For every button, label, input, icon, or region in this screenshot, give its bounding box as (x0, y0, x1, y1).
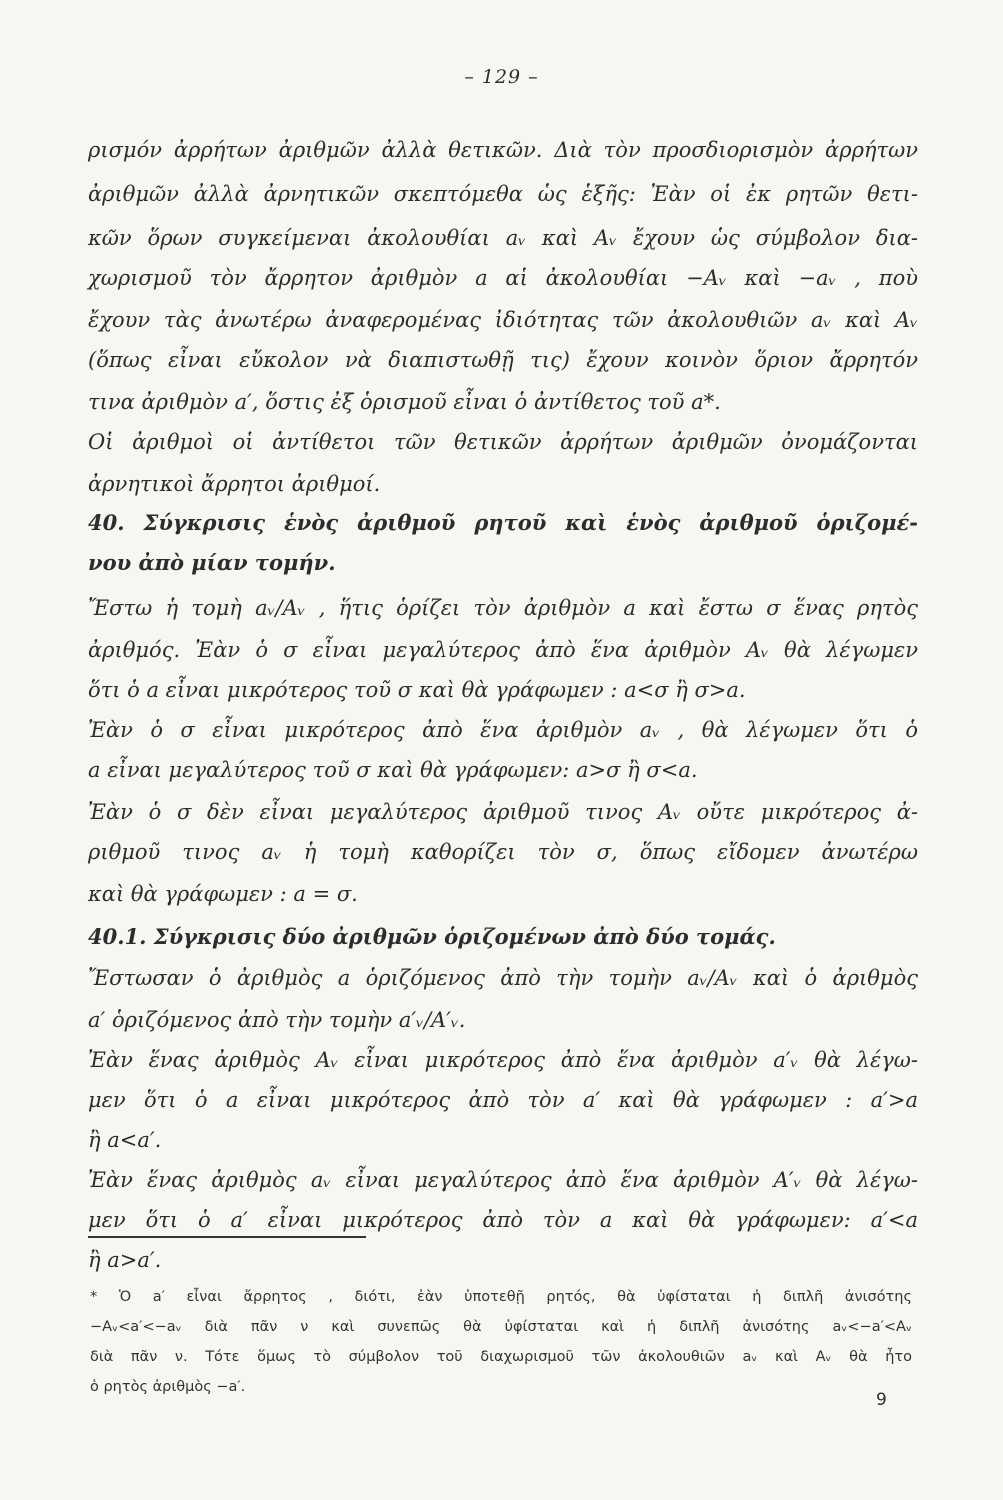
text-line: Ἔστωσαν ὁ ἀριθμὸς a ὁριζόμενος ἀπὸ τὴν τομὴν aᵥ/Aᵥ καὶ ὁ ἀριθμὸς (88, 966, 918, 990)
section-heading: νου ἀπὸ μίαν τομήν. (88, 550, 336, 575)
footnote-line: ὁ ρητὸς ἀριθμὸς −a′. (90, 1379, 246, 1395)
signature-mark: 9 (876, 1390, 887, 1410)
page-number: – 129 – (464, 66, 539, 88)
text-line: Ἔστω ἡ τομὴ aᵥ/Aᵥ , ἥτις ὁρίζει τὸν ἀριθμὸν a καὶ ἔστω σ ἕνας ρητὸς (88, 596, 918, 620)
text-line: τινα ἀριθμὸν a′, ὅστις ἐξ ὁρισμοῦ εἶναι ὁ ἀντίθετος τοῦ a*. (88, 390, 721, 414)
text-line: καὶ θὰ γράφωμεν : a = σ. (88, 882, 358, 906)
text-line: μεν ὅτι ὁ a′ εἶναι μικρότερος ἀπὸ τὸν a καὶ θὰ γράφωμεν: a′<a (88, 1208, 918, 1232)
section-heading: 40.1. Σύγκρισις δύο ἀριθμῶν ὁριζομένων ἀπὸ δύο τομάς. (88, 924, 776, 949)
text-line: ἢ a<a′. (88, 1128, 162, 1152)
text-line: ρισμόν ἀρρήτων ἀριθμῶν ἀλλὰ θετικῶν. Διὰ τὸν προσδιορισμὸν ἀρρήτων (88, 138, 918, 162)
section-heading: 40. Σύγκρισις ἑνὸς ἀριθμοῦ ρητοῦ καὶ ἑνὸς ἀριθμοῦ ὁριζομέ- (88, 510, 918, 535)
text-line: ἢ a>a′. (88, 1248, 162, 1272)
text-line: ριθμοῦ τινος aᵥ ἡ τομὴ καθορίζει τὸν σ, ὅπως εἴδομεν ἀνωτέρω (88, 840, 918, 864)
text-line: Ἐὰν ὁ σ δὲν εἶναι μεγαλύτερος ἀριθμοῦ τινος Aᵥ οὔτε μικρότερος ἀ- (88, 800, 918, 824)
text-line: ἀριθμός. Ἐὰν ὁ σ εἶναι μεγαλύτερος ἀπὸ ἕνα ἀριθμὸν Aᵥ θὰ λέγωμεν (88, 638, 918, 662)
text-line: Ἐὰν ἕνας ἀριθμὸς aᵥ εἶναι μεγαλύτερος ἀπὸ ἕνα ἀριθμὸν A′ᵥ θὰ λέγω- (88, 1168, 918, 1192)
text-line: ἔχουν τὰς ἀνωτέρω ἀναφερομένας ἰδιότητας τῶν ἀκολουθιῶν aᵥ καὶ Aᵥ (88, 308, 918, 332)
text-line: ἀρνητικοὶ ἄρρητοι ἀριθμοί. (88, 472, 381, 496)
text-line: μεν ὅτι ὁ a εἶναι μικρότερος ἀπὸ τὸν a′ καὶ θὰ γράφωμεν : a′>a (88, 1088, 918, 1112)
footnote-line: διὰ πᾶν ν. Τότε ὅμως τὸ σύμβολον τοῦ διαχωρισμοῦ τῶν ἀκολουθιῶν aᵥ καὶ Aᵥ θὰ ἦτο (90, 1349, 912, 1365)
footnote-divider (88, 1236, 366, 1238)
text-line: Οἱ ἀριθμοὶ οἱ ἀντίθετοι τῶν θετικῶν ἀρρήτων ἀριθμῶν ὀνομάζονται (88, 430, 918, 454)
text-line: ὅτι ὁ a εἶναι μικρότερος τοῦ σ καὶ θὰ γράφωμεν : a<σ ἢ σ>a. (88, 678, 746, 702)
text-line: a εἶναι μεγαλύτερος τοῦ σ καὶ θὰ γράφωμεν: a>σ ἢ σ<a. (88, 758, 698, 782)
text-line: a′ ὁριζόμενος ἀπὸ τὴν τομὴν a′ᵥ/A′ᵥ. (88, 1008, 466, 1032)
text-line: (ὅπως εἶναι εὔκολον νὰ διαπιστωθῇ τις) ἔχουν κοινὸν ὅριον ἄρρητόν (88, 348, 918, 372)
text-line: χωρισμοῦ τὸν ἄρρητον ἀριθμὸν a αἱ ἀκολουθίαι −Aᵥ καὶ −aᵥ , ποὺ (88, 266, 918, 290)
text-line: Ἐὰν ὁ σ εἶναι μικρότερος ἀπὸ ἕνα ἀριθμὸν aᵥ , θὰ λέγωμεν ὅτι ὁ (88, 718, 918, 742)
text-line: κῶν ὅρων συγκείμεναι ἀκολουθίαι aᵥ καὶ Aᵥ ἔχουν ὡς σύμβολον δια- (88, 226, 918, 250)
footnote-line: * Ὁ a′ εἶναι ἄρρητος , διότι, ἐὰν ὑποτεθῇ ρητός, θὰ ὑφίσταται ἡ διπλῆ ἀνισότης (90, 1289, 912, 1305)
text-line: Ἐὰν ἕνας ἀριθμὸς Aᵥ εἶναι μικρότερος ἀπὸ ἕνα ἀριθμὸν a′ᵥ θὰ λέγω- (88, 1048, 918, 1072)
footnote-line: −Aᵥ<a′<−aᵥ διὰ πᾶν ν καὶ συνεπῶς θὰ ὑφίσταται καὶ ἡ διπλῆ ἀνισότης aᵥ<−a′<Aᵥ (90, 1319, 912, 1335)
text-line: ἀριθμῶν ἀλλὰ ἀρνητικῶν σκεπτόμεθα ὡς ἑξῆς: Ἐὰν οἱ ἐκ ρητῶν θετι- (88, 182, 918, 206)
